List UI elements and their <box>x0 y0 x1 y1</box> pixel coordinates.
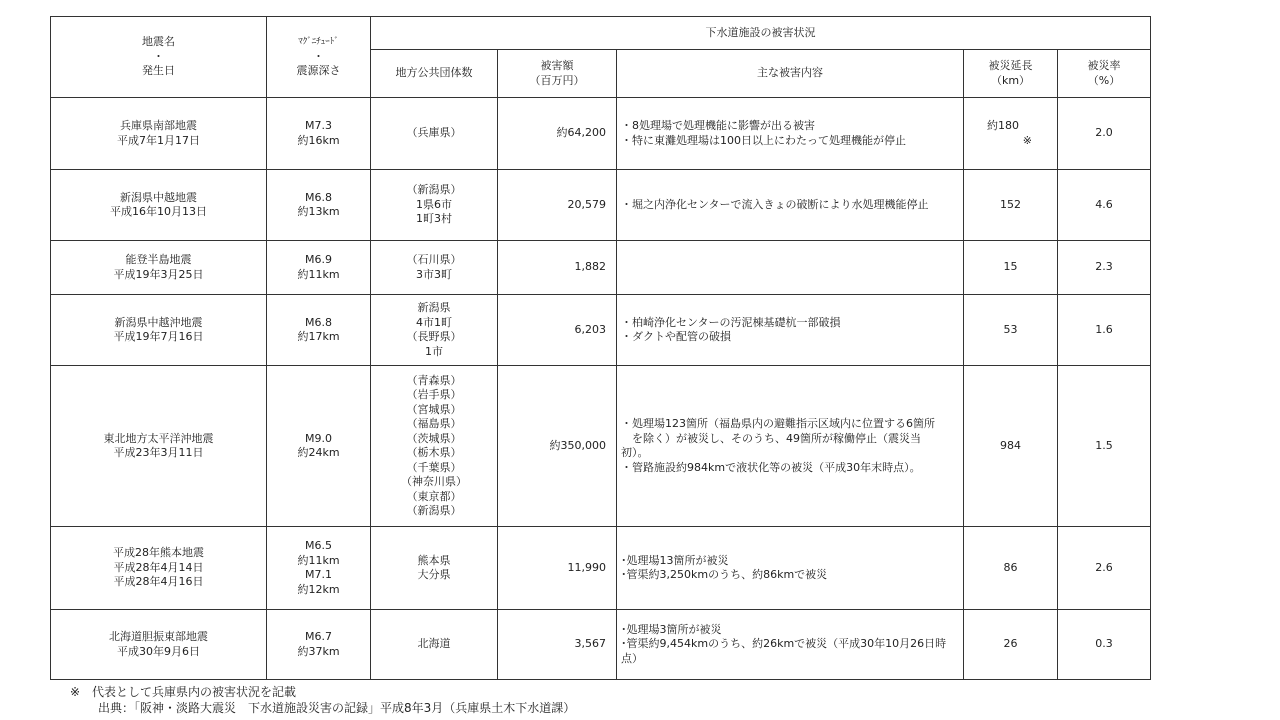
details-cell-line: ・ダクトや配管の破損 <box>621 330 731 343</box>
quake-name-date-cell-line: 能登半島地震 <box>125 253 192 266</box>
details-cell-line: ･管渠約3,250kmのうち、約86kmで被災 <box>621 568 828 581</box>
magnitude-depth-cell <box>267 527 371 610</box>
length-cell: 984 <box>964 366 1058 527</box>
quake-name-date-cell-line: 平成30年9月6日 <box>117 644 200 658</box>
header-separator: ・ <box>153 49 164 63</box>
municipalities-cell-line: （東京都） <box>406 489 462 503</box>
municipalities-cell-line: 3市3町 <box>416 267 452 281</box>
note-mark: ※ <box>1022 133 1032 147</box>
amount-cell: 11,990 <box>498 527 617 610</box>
municipalities-cell-line: 1県6市 <box>416 197 452 211</box>
table-row <box>51 98 1151 170</box>
table-row <box>51 610 1151 680</box>
details-cell <box>617 366 964 527</box>
length-cell <box>964 98 1058 170</box>
header-quake-name-date <box>51 17 267 98</box>
length-cell: 26 <box>964 610 1058 680</box>
details-cell-line: ･管渠約9,454kmのうち、約26kmで被災（平成30年10月26日時点） <box>621 637 947 665</box>
municipalities-cell-line: （兵庫県） <box>406 126 462 140</box>
quake-name-date-cell-line: 平成19年3月25日 <box>113 267 204 281</box>
header-date: 発生日 <box>142 64 175 78</box>
municipalities-cell-line: 4市1町 <box>416 315 452 329</box>
quake-name-date-cell-line: 平成23年3月11日 <box>113 446 204 459</box>
amount-cell: 約350,000 <box>498 366 617 527</box>
magnitude-depth-cell <box>267 295 371 366</box>
municipalities-cell-line: 1市 <box>425 344 443 358</box>
amount-cell: 1,882 <box>498 241 617 295</box>
table-body <box>51 98 1151 680</box>
earthquake-damage-table <box>50 16 1151 680</box>
footnote <box>70 684 575 716</box>
magnitude-depth-cell <box>267 170 371 241</box>
footnote-note: ※ 代表として兵庫県内の被害状況を記載 <box>70 685 297 699</box>
magnitude-depth-cell-line: 約17km <box>297 330 340 343</box>
details-cell <box>617 610 964 680</box>
header-separator: ・ <box>313 49 324 63</box>
header-rate <box>1058 50 1151 98</box>
quake-name-date-cell <box>51 98 267 170</box>
quake-name-date-cell-line: 平成28年4月14日 <box>113 560 204 574</box>
municipalities-cell-line: （栃木県） <box>406 446 462 459</box>
magnitude-depth-cell <box>267 366 371 527</box>
quake-name-date-cell-line: 新潟県中越地震 <box>120 190 197 204</box>
quake-name-date-cell <box>51 610 267 680</box>
header-quake-name: 地震名 <box>142 35 175 49</box>
details-cell-line: ・管路施設約984kmで液状化等の被災（平成30年末時点）。 <box>621 460 921 474</box>
rate-cell: 1.5 <box>1058 366 1151 527</box>
municipalities-cell-line: （宮城県） <box>406 402 462 416</box>
header-details: 主な被害内容 <box>617 50 964 98</box>
details-cell <box>617 170 964 241</box>
header-amount <box>498 50 617 98</box>
magnitude-depth-cell-line: M6.9 <box>305 253 332 266</box>
amount-cell: 3,567 <box>498 610 617 680</box>
municipalities-cell-line: （岩手県） <box>406 388 462 401</box>
quake-name-date-cell <box>51 241 267 295</box>
details-cell-line: を除く）が被災し、そのうち、49箇所が稼働停止（震災当 <box>621 431 921 445</box>
magnitude-depth-cell-line: 約11km <box>297 553 340 567</box>
magnitude-depth-cell-line: 約12km <box>297 582 340 596</box>
municipalities-cell-line: 1町3村 <box>416 212 452 226</box>
length-cell: 53 <box>964 295 1058 366</box>
magnitude-depth-cell <box>267 241 371 295</box>
magnitude-depth-cell-line: 約24km <box>297 446 340 459</box>
municipalities-cell <box>371 527 498 610</box>
quake-name-date-cell <box>51 295 267 366</box>
table-row <box>51 295 1151 366</box>
municipalities-cell-line: （茨城県） <box>406 431 462 445</box>
header-depth: 震源深さ <box>296 64 341 78</box>
magnitude-depth-cell-line: M7.1 <box>305 568 332 581</box>
quake-name-date-cell-line: 平成28年熊本地震 <box>113 546 204 560</box>
quake-name-date-cell-line: 兵庫県南部地震 <box>120 119 197 132</box>
amount-cell: 20,579 <box>498 170 617 241</box>
details-cell-line: ･処理場3箇所が被災 <box>621 622 722 636</box>
header-rate-unit: （%） <box>1087 73 1121 87</box>
municipalities-cell <box>371 170 498 241</box>
footnote-source: 出典：「阪神・淡路大震災 下水道施設災害の記録」平成8年3月（兵庫県土木下水道課） <box>98 701 576 715</box>
magnitude-depth-cell-line: 約11km <box>297 267 340 281</box>
magnitude-depth-cell <box>267 610 371 680</box>
magnitude-depth-cell-line: M6.5 <box>305 539 332 552</box>
municipalities-cell <box>371 366 498 527</box>
municipalities-cell-line: （神奈川県） <box>401 475 467 488</box>
details-cell <box>617 98 964 170</box>
municipalities-cell-line: （石川県） <box>406 253 462 266</box>
header-magnitude: ﾏｸﾞﾆﾁｭｰﾄﾞ <box>298 37 339 48</box>
quake-name-date-cell-line: 平成28年4月16日 <box>113 575 204 589</box>
quake-name-date-cell-line: 東北地方太平洋沖地震 <box>103 431 214 445</box>
magnitude-depth-cell-line: 約13km <box>297 205 340 218</box>
magnitude-depth-cell-line: 約16km <box>297 133 340 147</box>
municipalities-cell-line: 熊本県 <box>417 553 451 567</box>
length-cell: 86 <box>964 527 1058 610</box>
rate-cell: 2.0 <box>1058 98 1151 170</box>
length-value: 約180 <box>987 119 1019 133</box>
header-length <box>964 50 1058 98</box>
header-municipalities: 地方公共団体数 <box>371 50 498 98</box>
details-cell-line: ・柏崎浄化センターの汚泥棟基礎杭一部破損 <box>621 315 841 329</box>
quake-name-date-cell-line: 新潟県中越沖地震 <box>114 315 203 329</box>
amount-cell: 6,203 <box>498 295 617 366</box>
municipalities-cell-line: （長野県） <box>406 330 462 343</box>
magnitude-depth-cell-line: M6.7 <box>305 630 332 643</box>
details-cell <box>617 295 964 366</box>
table-row <box>51 241 1151 295</box>
rate-cell: 2.3 <box>1058 241 1151 295</box>
length-cell: 15 <box>964 241 1058 295</box>
magnitude-depth-cell-line: M6.8 <box>305 315 332 329</box>
details-cell-line: ・処理場123箇所（福島県内の避難指示区域内に位置する6箇所 <box>621 417 935 430</box>
municipalities-cell-line: （千葉県） <box>406 460 462 474</box>
header-rate-label: 被災率 <box>1087 59 1121 72</box>
table-row <box>51 527 1151 610</box>
magnitude-depth-cell-line: M9.0 <box>305 431 332 445</box>
details-cell-line: ・8処理場で処理機能に影響が出る被害 <box>621 119 815 132</box>
rate-cell: 1.6 <box>1058 295 1151 366</box>
quake-name-date-cell-line: 北海道胆振東部地震 <box>109 630 208 643</box>
municipalities-cell <box>371 295 498 366</box>
rate-cell: 0.3 <box>1058 610 1151 680</box>
municipalities-cell <box>371 241 498 295</box>
header-magnitude-depth <box>267 17 371 98</box>
header-length-unit: （km） <box>990 73 1031 87</box>
details-cell-line: ・特に東灘処理場は100日以上にわたって処理機能が停止 <box>621 133 906 147</box>
table-row <box>51 366 1151 527</box>
rate-cell: 2.6 <box>1058 527 1151 610</box>
header-amount-unit: （百万円） <box>529 73 585 87</box>
municipalities-cell-line: （新潟県） <box>406 504 462 517</box>
quake-name-date-cell <box>51 170 267 241</box>
quake-name-date-cell-line: 平成19年7月16日 <box>113 330 204 343</box>
header-damage-group: 下水道施設の被害状況 <box>371 17 1151 50</box>
quake-name-date-cell <box>51 366 267 527</box>
rate-cell: 4.6 <box>1058 170 1151 241</box>
details-cell <box>617 527 964 610</box>
municipalities-cell-line: （新潟県） <box>406 183 462 197</box>
header-amount-label: 被害額 <box>540 59 574 72</box>
municipalities-cell <box>371 610 498 680</box>
header-length-label: 被災延長 <box>988 59 1033 72</box>
magnitude-depth-cell-line: 約37km <box>297 644 340 658</box>
municipalities-cell-line: 北海道 <box>417 637 451 651</box>
amount-cell: 約64,200 <box>498 98 617 170</box>
table-row <box>51 170 1151 241</box>
municipalities-cell-line: 大分県 <box>417 568 451 581</box>
details-cell-line: ・堀之内浄化センターで流入きょの破断により水処理機能停止 <box>621 197 929 211</box>
length-cell: 152 <box>964 170 1058 241</box>
details-cell-line: 初）。 <box>621 446 649 459</box>
magnitude-depth-cell-line: M7.3 <box>305 119 332 132</box>
municipalities-cell-line: （青森県） <box>406 373 462 387</box>
details-cell-line: ･処理場13箇所が被災 <box>621 553 729 567</box>
municipalities-cell-line: （福島県） <box>406 417 462 430</box>
quake-name-date-cell <box>51 527 267 610</box>
municipalities-cell-line: 新潟県 <box>417 301 451 314</box>
quake-name-date-cell-line: 平成7年1月17日 <box>117 133 200 147</box>
municipalities-cell <box>371 98 498 170</box>
details-cell <box>617 241 964 295</box>
quake-name-date-cell-line: 平成16年10月13日 <box>110 205 207 218</box>
magnitude-depth-cell-line: M6.8 <box>305 190 332 204</box>
magnitude-depth-cell <box>267 98 371 170</box>
